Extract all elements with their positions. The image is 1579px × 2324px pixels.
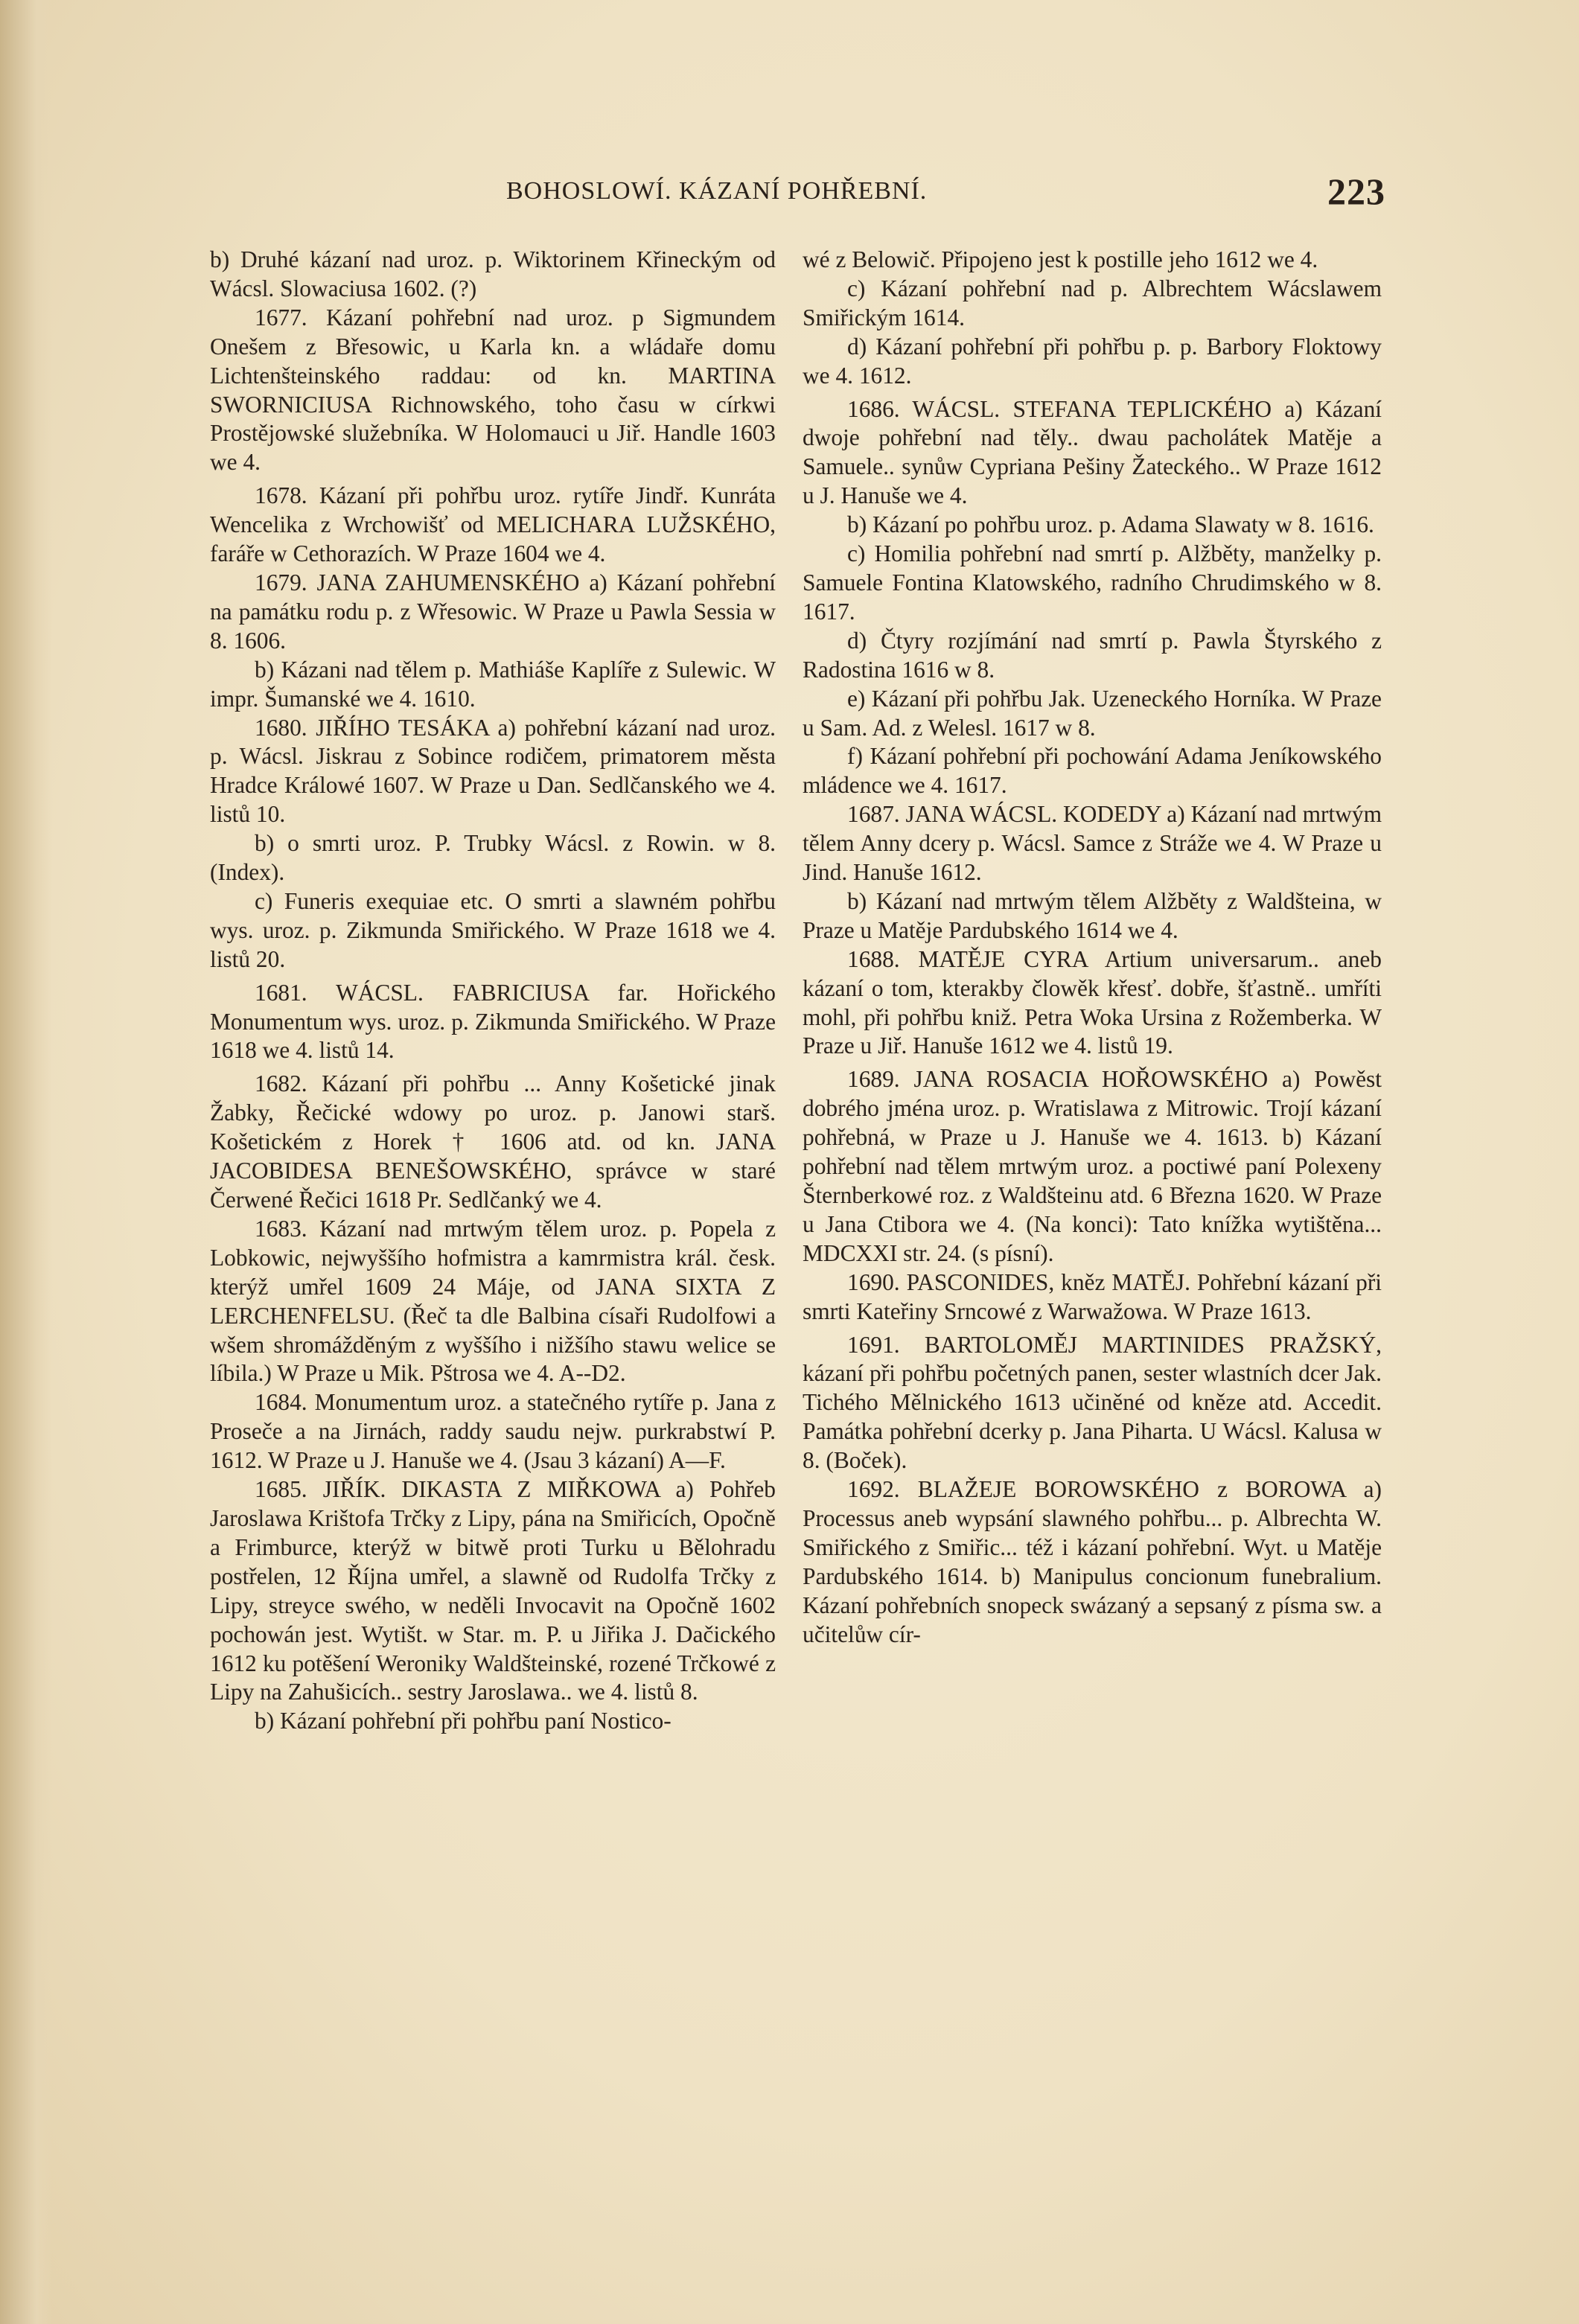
paragraph: c) Homilia pohřební nad smrtí p. Alžběty, manželky p. Samuele Fontina Klatowského, radního Chrudimského w 8. 1617. — [803, 540, 1382, 625]
paragraph: 1687. JANA WÁCSL. KODEDY a) Kázaní nad mrtwým tělem Anny dcery p. Wácsl. Samce z Stráže we 4. W Praze u Jind. Hanuše 1612. — [803, 801, 1382, 886]
paragraph: 1692. BLAŽEJE BOROWSKÉHO z BOROWA a) Processus aneb wypsání slawného pohřbu... p. Albrechta W. Smiřického z Smiřic... též i kázaní pohřební. Wyt. u Matěje Pardubského 1614. b) Manipulus concionum funebralium. Kázaní pohřebních snopeck swázaný a sepsaný z písma sw. a učitelůw cír- — [803, 1476, 1382, 1647]
paragraph: 1680. JIŘÍHO TESÁKA a) pohřební kázaní nad uroz. p. Wácsl. Jiskrau z Sobince rodičem, primatorem města Hradce Králowé 1607. W Praze u Dan. Sedlčanského we 4. listů 10. — [210, 714, 776, 828]
paragraph: c) Kázaní pohřební nad p. Albrechtem Wácslawem Smiřickým 1614. — [803, 275, 1382, 331]
paragraph: 1682. Kázaní při pohřbu ... Anny Košetické jinak Žabky, Řečické wdowy po uroz. p. Janowi starš. Košetickém z Horek † 1606 atd. od kn. JANA JACOBIDESA BENEŠOWSKÉHO, správce w staré Čerwené Řečici 1618 Pr. Sedlčanký we 4. — [210, 1070, 776, 1213]
running-title: BOHOSLOWÍ. KÁZANÍ POHŘEBNÍ. — [506, 177, 928, 205]
running-header — [506, 170, 1385, 222]
paragraph: 1688. MATĚJE CYRA Artium universarum.. aneb kázaní o tom, kterakby člowěk křesť. dobře, šťastně.. umříti mohl, při pohřbu kniž. Petra Woka Ursina z Rožemberka. W Praze u Jiř. Hanuše 1612 we 4. listů 19. — [803, 945, 1382, 1059]
paragraph: b) Druhé kázaní nad uroz. p. Wiktorinem Křineckým od Wácsl. Slowaciusa 1602. (?) — [210, 246, 776, 301]
paragraph: 1689. JANA ROSACIA HOŘOWSKÉHO a) Powěst dobrého jména uroz. p. Wratislawa z Mitrowic. Trojí kázaní pohřebná, w Praze u J. Hanuše we 4. 1613. b) Kázaní pohřební nad tělem mrtwým uroz. a poctiwé paní Polexeny Šternberkowé roz. z Waldšteinu atd. 6 Března 1620. W Praze u Jana Ctibora we 4. (Na konci): Tato knížka wytištěna... MDCXXI str. 24. (s písní). — [803, 1066, 1382, 1266]
right-column — [803, 246, 1382, 1650]
paragraph: b) Kázaní po pohřbu uroz. p. Adama Slawaty w 8. 1616. — [847, 511, 1374, 538]
book-spine-shadow — [0, 0, 52, 2324]
paragraph: b) o smrti uroz. P. Trubky Wácsl. z Rowin. w 8. (Index). — [210, 830, 776, 886]
paragraph: b) Kázani nad tělem p. Mathiáše Kaplíře z Sulewic. W impr. Šumanské we 4. 1610. — [210, 656, 776, 712]
paragraph: 1683. Kázaní nad mrtwým tělem uroz. p. Popela z Lobkowic, nejwyššího hofmistra a kamrmistra král. česk. kterýž umřel 1609 24 Máje, od JANA SIXTA Z LERCHENFELSU. (Řeč ta dle Balbina císaři Rudolfowi a wšem shromážděným z wyššího i nižšího stawu welice se líbila.) W Praze u Mik. Pštrosa we 4. A--D2. — [210, 1215, 776, 1387]
paragraph: f) Kázaní pohřební při pochowání Adama Jeníkowského mládence we 4. 1617. — [803, 743, 1382, 799]
paragraph: b) Kázaní pohřební při pohřbu paní Nostico- — [255, 1708, 672, 1734]
paragraph: c) Funeris exequiae etc. O smrti a slawném pohřbu wys. uroz. p. Zikmunda Smiřického. W Praze 1618 we 4. listů 20. — [210, 887, 776, 972]
left-column — [210, 246, 776, 1736]
paragraph: 1690. PASCONIDES, kněz MATĚJ. Pohřební kázaní při smrti Kateřiny Srncowé z Warwažowa. W Praze 1613. — [803, 1268, 1382, 1324]
paragraph: 1684. Monumentum uroz. a statečného rytíře p. Jana z Proseče a na Jirnách, raddy saudu nejw. purkrabstwí P. 1612. W Praze u J. Hanuše we 4. (Jsau 3 kázaní) A—F. — [210, 1389, 776, 1474]
paragraph: 1681. WÁCSL. FABRICIUSA far. Hořického Monumentum wys. uroz. p. Zikmunda Smiřického. W Praze 1618 we 4. listů 14. — [210, 979, 776, 1064]
paragraph: 1691. BARTOLOMĚJ MARTINIDES PRAŽSKÝ, kázaní při pohřbu početných panen, sester wlastních dcer Jak. Tichého Mělnického 1613 učiněné od kněze atd. Accedit. Památka pohřební dcerky p. Jana Piharta. U Wácsl. Kalusa w 8. (Boček). — [803, 1331, 1382, 1474]
paragraph: 1686. WÁCSL. STEFANA TEPLICKÉHO a) Kázaní dwoje pohřební nad těly.. dwau pacholátek Matěje a Samuele.. synůw Cypriana Pešiny Žateckého.. W Praze 1612 u J. Hanuše we 4. — [803, 395, 1382, 509]
paragraph: d) Čtyry rozjímání nad smrtí p. Pawla Štyrského z Radostina 1616 w 8. — [803, 627, 1382, 683]
paragraph: 1677. Kázaní pohřební nad uroz. p Sigmundem Onešem z Břesowic, u Karla kn. a wládaře domu Lichtenšteinského raddau: od kn. MARTINA SWORNICIUSA Richnowského, toho času w církwi Prostějowské služebníka. W Holomauci u Jiř. Handle 1603 we 4. — [210, 304, 776, 476]
paragraph: wé z Belowič. Připojeno jest k postille jeho 1612 we 4. — [803, 246, 1318, 272]
paragraph: 1679. JANA ZAHUMENSKÉHO a) Kázaní pohřební na památku rodu p. z Wřesowic. W Praze u Pawla Sessia w 8. 1606. — [210, 569, 776, 654]
paragraph: 1678. Kázaní při pohřbu uroz. rytíře Jindř. Kunráta Wencelika z Wrchowišť od MELICHARA LUŽSKÉHO, faráře w Cethorazích. W Praze 1604 we 4. — [210, 482, 776, 567]
paragraph: b) Kázaní nad mrtwým tělem Alžběty z Waldšteina, w Praze u Matěje Pardubského 1614 we 4. — [803, 887, 1382, 943]
paragraph: 1685. JIŘÍK. DIKASTA Z MIŘKOWA a) Pohřeb Jaroslawa Krištofa Trčky z Lipy, pána na Smiřicích, Opočně a Frimburce, kterýž w bitwě proti Turku u Bělohradu postřelen, 12 Října umřel, a slawně od Rudolfa Trčky z Lipy, streyce swého, w neděli Invocavit na Opočně 1602 pochowán jest. Wytišt. w Star. m. P. u Jiřika J. Dačického 1612 ku potěšení Weroniky Waldšteinské, rozené Trčkowé z Lipy na Zahušicích.. sestry Jaroslawa.. we 4. listů 8. — [210, 1476, 776, 1705]
paragraph: d) Kázaní pohřební při pohřbu p. p. Barbory Floktowy we 4. 1612. — [803, 333, 1382, 389]
paragraph: e) Kázaní při pohřbu Jak. Uzeneckého Horníka. W Praze u Sam. Ad. z Welesl. 1617 w 8. — [803, 685, 1382, 741]
page-number: 223 — [1327, 170, 1385, 212]
